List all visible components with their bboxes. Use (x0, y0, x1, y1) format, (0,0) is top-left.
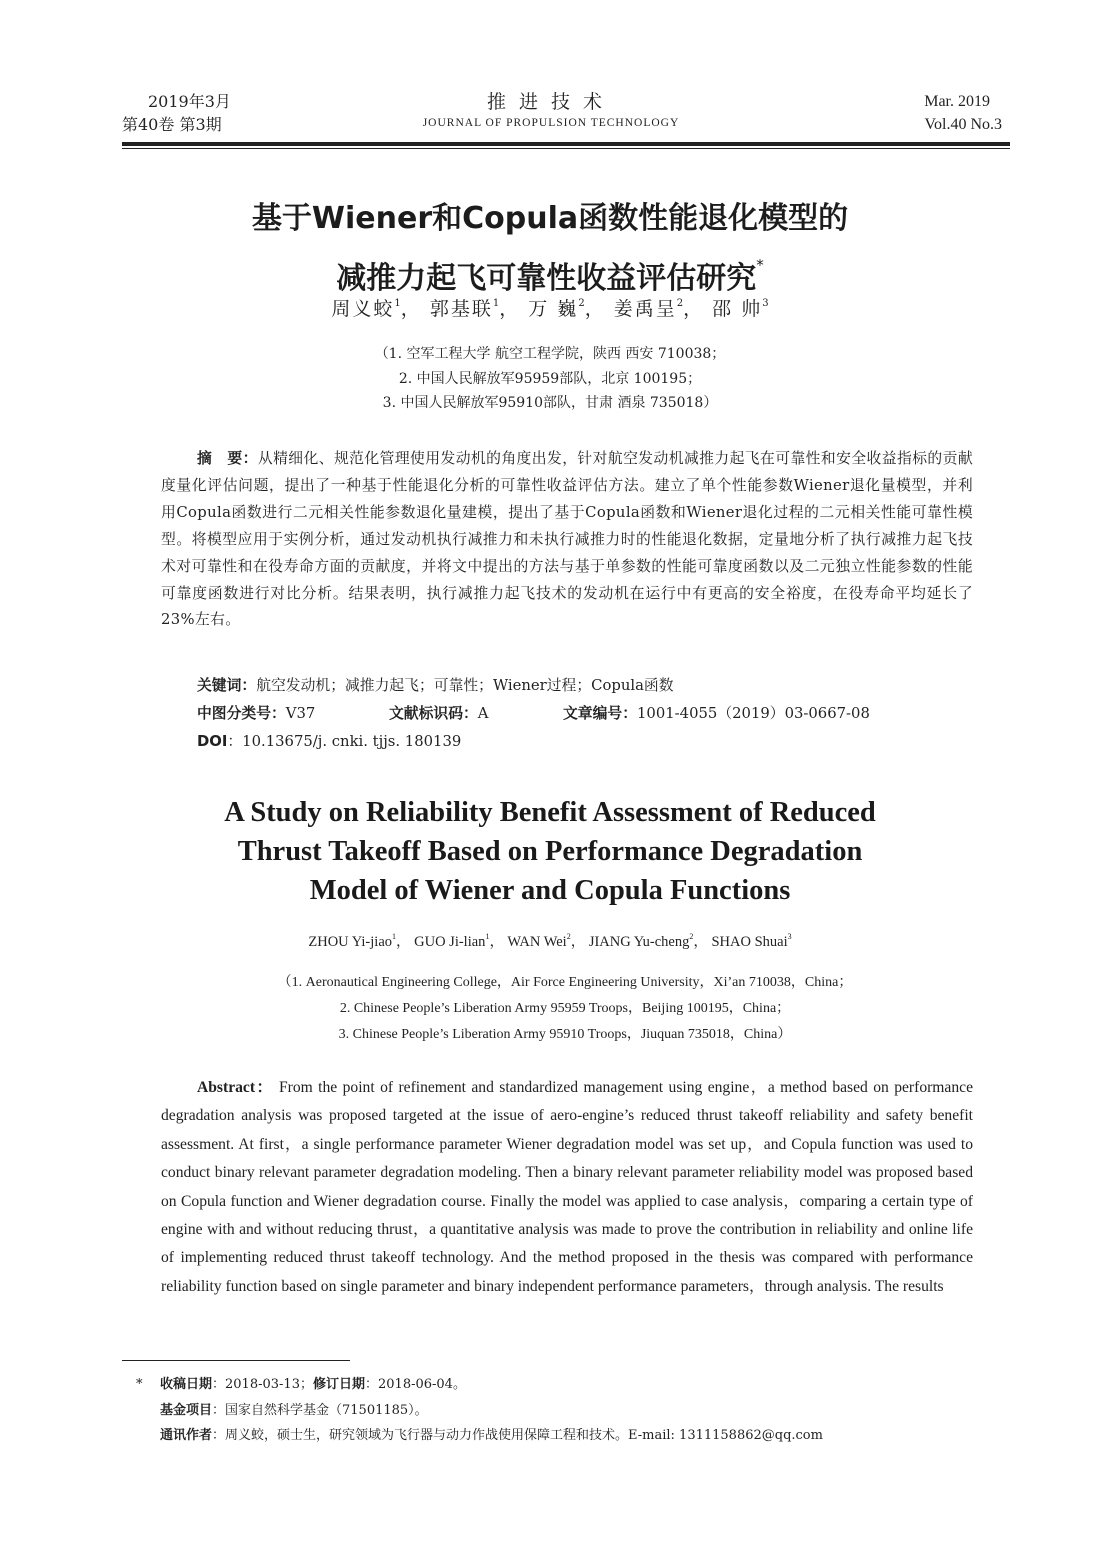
article-no-label: 文章编号： (563, 705, 637, 722)
cn-authors: 周义蛟$^1$， 郭基联$^1$， 万 巍$^2$， 姜禹呈$^2$， 邵 帅$^3$ (331, 298, 769, 320)
received-label: 收稿日期 (160, 1377, 213, 1392)
footnote-dates (136, 1372, 996, 1398)
en-title (120, 793, 980, 910)
en-author: JIANG Yu-cheng (588, 934, 690, 950)
issue-date-cn: 2019年3月 (148, 92, 231, 111)
cn-author-sup: 2 (676, 298, 684, 309)
en-affiliations (160, 970, 970, 1047)
keywords-text: 航空发动机；减推力起飞；可靠性；Wiener过程；Copula函数 (256, 677, 674, 694)
cn-author: 邵 帅 (712, 298, 763, 320)
keywords-label: 关键词： (197, 677, 257, 694)
clc-group (197, 703, 315, 725)
journal-masthead (330, 89, 772, 131)
revised-value: ：2018-06-04。 (365, 1377, 466, 1392)
title-footnote-mark: * (756, 256, 764, 274)
issue-volume-cn: 第40卷 第3期 (122, 115, 222, 134)
fund-label: 基金项目 (160, 1402, 213, 1418)
cn-author-sup: 3 (762, 298, 769, 309)
cn-author-sup: 2 (578, 298, 585, 309)
clc-value: V37 (285, 705, 316, 722)
footnote-rule (122, 1360, 350, 1361)
doc-code-value: A (477, 705, 489, 722)
footnote-star: * (136, 1377, 143, 1392)
en-affiliation: 3. Chinese People’s Liberation Army 95910 Troops，Jiuquan 735018，China） (338, 1026, 792, 1042)
revised-label: 修订日期 (312, 1377, 365, 1392)
header-rule-thick (122, 142, 1010, 146)
doc-code-label: 文献标识码： (389, 705, 478, 722)
cn-abstract (161, 446, 973, 634)
cn-author-sup: 1 (394, 298, 401, 309)
cn-affiliation: 3. 中国人民解放军95910部队，甘肃 酒泉 735018） (382, 395, 718, 411)
received-value: ：2018-03-13； (212, 1377, 313, 1392)
en-author: WAN Wei (507, 934, 567, 950)
journal-name-en: JOURNAL OF PROPULSION TECHNOLOGY (422, 117, 680, 129)
cn-title (120, 196, 980, 302)
en-author: GUO Ji-lian (414, 934, 486, 950)
doi-value: ：10.13675/j. cnki. tjjs. 180139 (227, 733, 462, 750)
footnotes (136, 1372, 996, 1449)
journal-name-cn: 推进技术 (486, 91, 615, 113)
article-no-group (563, 703, 870, 725)
cn-title-line1: 基于Wiener和Copula函数性能退化模型的 (251, 201, 849, 236)
cn-abstract-label: 摘 要： (197, 450, 258, 467)
author-value: ：周义蛟，硕士生，研究领域为飞行器与动力作战使用保障工程和技术。E-mail: 1311158862@qq.com (212, 1428, 823, 1443)
cn-affiliation: 2. 中国人民解放军95959部队，北京 100195； (398, 370, 702, 387)
cn-author: 周义蛟 (331, 298, 395, 320)
cn-affiliation: （1. 空军工程大学 航空工程学院，陕西 西安 710038； (374, 346, 726, 362)
en-author-sup: 3 (787, 932, 792, 941)
en-author: ZHOU Yi-jiao (308, 934, 393, 950)
fund-value: ：国家自然科学基金（71501185）。 (212, 1402, 428, 1418)
en-title-line2: Thrust Takeoff Based on Performance Degradation (237, 836, 863, 867)
header-left (122, 90, 342, 136)
issue-volume-en: Vol.40 No.3 (924, 116, 1002, 133)
en-author-sup: 1 (392, 932, 397, 941)
en-abstract-text: From the point of refinement and standardized management using engine，a method based on performance degradation analysis was proposed targeted at the issue of aero-engine’s reduced thrust takeoff reliability and safety benefit assessment. At first，a single performance parameter Wiener degradation model was set up，and Copula function was used to conduct binary relevant parameter degradation modeling. Then a binary relevant parameter reliability model was proposed based on Copula function and Wiener degradation course. Finally the model was applied to case analysis，comparing a certain type of engine with and without reducing thrust，a quantitative analysis was made to prove the contribution in reliability and online life of implementing reduced thrust takeoff technology. And the method proposed in the thesis was compared with performance reliability function based on single parameter and binary independent performance parameters，through analysis. The results (161, 1079, 973, 1295)
footnote-fund (136, 1398, 996, 1424)
header-right (924, 90, 1002, 136)
en-authors: ZHOU Yi-jiao$^1$， GUO Ji-lian$^1$， WAN Wei$^2$， JIANG Yu-cheng$^2$， SHAO Shuai$^3$ (308, 932, 792, 950)
en-title-line1: A Study on Reliability Benefit Assessment of Reduced (224, 797, 876, 828)
cn-abstract-text: 从精细化、规范化管理使用发动机的角度出发，针对航空发动机减推力起飞在可靠性和安全收益指标的贡献度量化评估问题，提出了一种基于性能退化分析的可靠性收益评估方法。建立了单个性能参数Wiener退化量模型，并利用Copula函数进行二元相关性能参数退化量建模，提出了基于Copula函数和Wiener退化过程的二元相关性能可靠性模型。将模型应用于实例分析，通过发动机执行减推力和未执行减推力时的性能退化数据，定量地分析了执行减推力起飞技术对可靠性和在役寿命方面的贡献度，并将文中提出的方法与基于单参数的性能可靠度函数以及二元独立性能参数的性能可靠度函数进行对比分析。结果表明，执行减推力起飞技术的发动机在运行中有更高的安全裕度，在役寿命平均延长了23%左右。 (161, 450, 973, 629)
en-author: SHAO Shuai (711, 934, 788, 950)
clc-label: 中图分类号： (197, 705, 286, 722)
cn-affiliations (300, 342, 800, 416)
en-author-sup: 1 (485, 932, 490, 941)
header-rule-thin (122, 148, 1010, 149)
en-abstract-label: Abstract： (197, 1079, 274, 1096)
cn-author: 姜禹呈 (613, 298, 677, 320)
issue-date-en: Mar. 2019 (924, 93, 990, 110)
en-author-sup: 2 (566, 932, 571, 941)
en-title-line3: Model of Wiener and Copula Functions (309, 875, 791, 906)
doc-code-group (389, 703, 488, 725)
en-affiliation: 2. Chinese People’s Liberation Army 95959 Troops，Beijing 100195，China； (339, 1000, 791, 1016)
article-no-value: 1001-4055（2019）03-0667-08 (637, 705, 870, 722)
doi-label: DOI (197, 733, 228, 750)
author-label: 通讯作者 (160, 1428, 213, 1443)
en-affiliation: （1. Aeronautical Engineering College，Air Force Engineering University，Xi’an 710038，China； (277, 975, 853, 990)
en-author-sup: 2 (689, 932, 694, 941)
cn-author: 万 巍 (528, 298, 579, 320)
cn-author: 郭基联 (429, 298, 493, 320)
footnote-author (136, 1423, 996, 1449)
cn-title-line2: 减推力起飞可靠性收益评估研究 (336, 261, 757, 296)
cn-author-sup: 1 (492, 298, 500, 309)
doi-line (197, 731, 461, 753)
cn-keywords (197, 675, 674, 697)
en-abstract (161, 1074, 973, 1301)
